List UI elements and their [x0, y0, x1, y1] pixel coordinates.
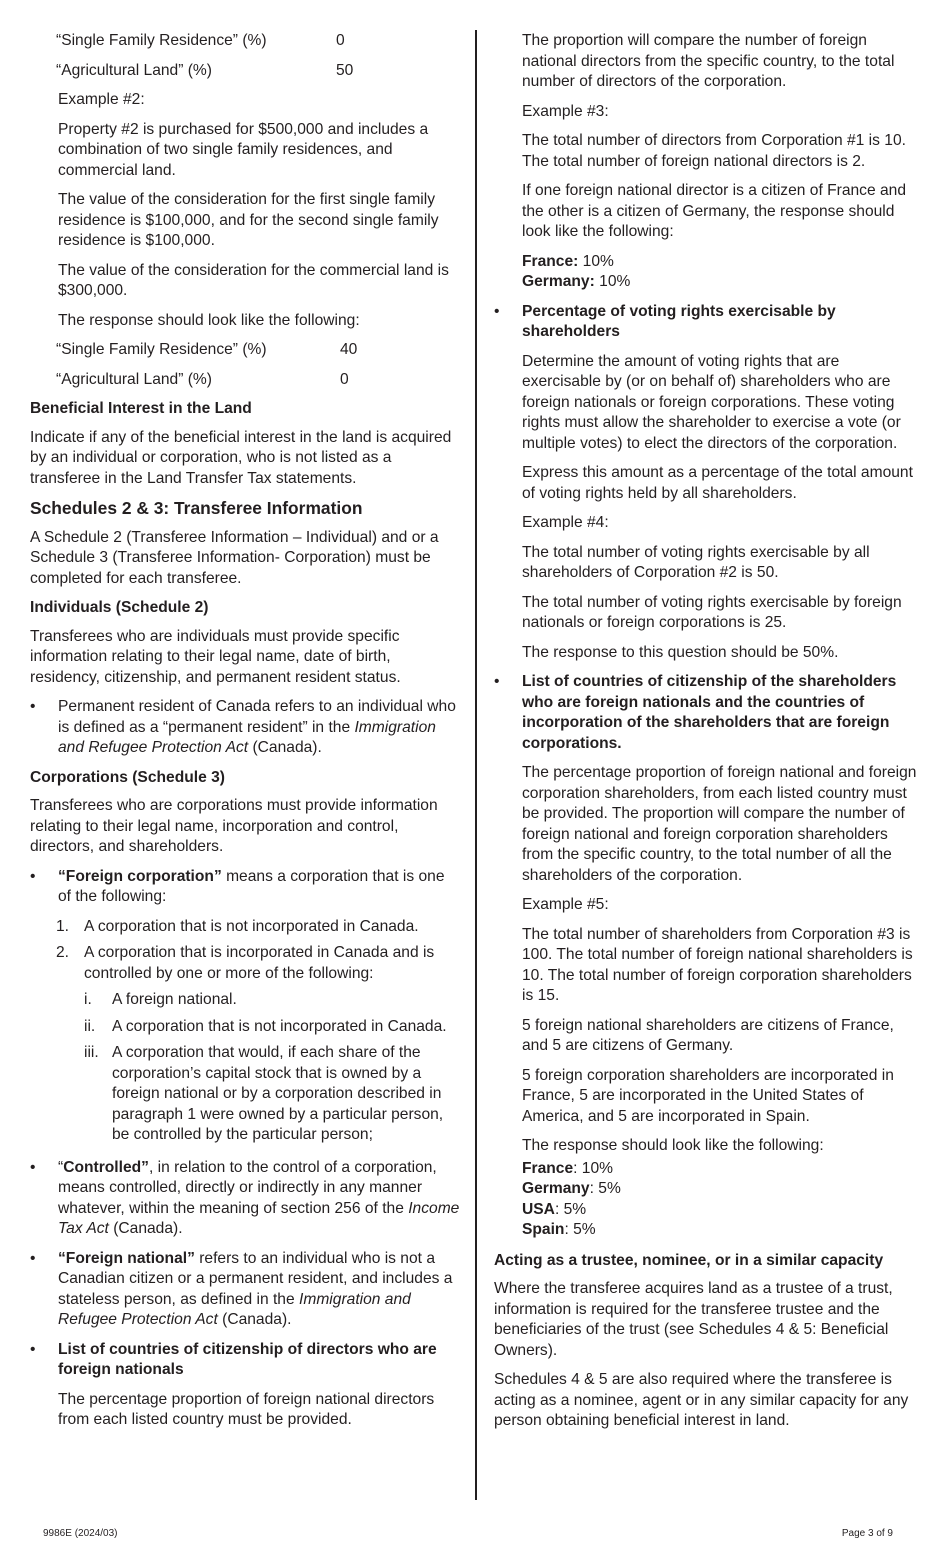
shareholders-paragraph: The percentage proportion of foreign national and foreign corporation shareholders, from each listed country must be provided. The proportion will compare the number of foreign national and foreign corporation shareholders from the specific country, to the total number of all the shareholders of the corporation. — [522, 764, 917, 884]
response-line: France: 10% — [522, 1159, 614, 1177]
directors-countries-text: The percentage proportion of foreign national directors from each listed country must be provided. — [58, 1390, 435, 1428]
voting-paragraph: Determine the amount of voting rights that are exercisable by (or on behalf of) shareholders who are foreign nationals or foreign corporations. These voting rights must allow the shareholder to exercise a vote (or multiple votes) to elect the directors of the corporation. — [522, 352, 901, 452]
individuals-text: Transferees who are individuals must provide specific information relating to their legal name, date of birth, residency, citizenship, and permanent resident status. — [30, 627, 401, 686]
schedules-text: A Schedule 2 (Transferee Information – Individual) and or a Schedule 3 (Transferee Information- Corporation) must be completed for each transferee. — [30, 528, 439, 587]
proportion-text: The proportion will compare the number of foreign national directors from the specific country, to the total number of directors of the corporation. — [522, 32, 895, 90]
example5-paragraph: The total number of shareholders from Corporation #3 is 100. The total number of foreign national shareholders is 10. The total number of foreign corporation shareholders is 15. — [522, 925, 913, 1004]
voting-rights-bullet: • Percentage of voting rights exercisable by shareholders — [494, 302, 922, 343]
trustee-paragraph: Schedules 4 & 5 are also required where the transferee is acting as a nominee, agent or in any similar capacity for any person obtaining beneficial interest in land. — [494, 1371, 909, 1429]
example1-row — [56, 31, 460, 52]
row-value: 0 — [336, 32, 345, 49]
row-value: 40 — [340, 341, 358, 358]
right-column — [494, 31, 922, 1441]
response-line: Germany: 5% — [522, 1180, 621, 1197]
example3-paragraph: If one foreign national director is a citizen of France and the other is a citizen of Germany, the response should look like the following: — [522, 182, 906, 240]
trustee-paragraph: Where the transferee acquires land as a trustee of a trust, information is required for the transferee trustee and the beneficiaries of the trust (see Schedules 4 & 5: Beneficial Owners). — [494, 1280, 893, 1359]
example1-row — [56, 61, 460, 82]
permanent-resident-bullet: • Permanent resident of Canada refers to an individual who is defined as a “permanent resident” in the Immigration and Refugee Protection Act (Canada). — [30, 697, 460, 759]
example5-response — [522, 1159, 922, 1241]
example5-paragraph: 5 foreign national shareholders are citizens of France, and 5 are citizens of Germany. — [522, 1016, 894, 1054]
row-label: “Agricultural Land” (%) — [56, 61, 212, 79]
row-label: “Single Family Residence” (%) — [56, 341, 267, 358]
column-divider — [475, 30, 477, 1500]
left-column — [30, 31, 460, 1440]
roman-item: i. A foreign national. — [84, 991, 237, 1008]
controlled-bullet: • “Controlled”, in relation to the control of a corporation, means controlled, directly or indirectly in any manner whatever, within the meaning of section 256 of the Income Tax Act (Canada). — [30, 1158, 460, 1240]
example5-paragraph: 5 foreign corporation shareholders are incorporated in France, 5 are incorporated in the United States of America, and 5 are incorporated in Spain. — [522, 1066, 894, 1125]
shareholders-countries-bullet: • List of countries of citizenship of the shareholders who are foreign nationals and the countries of incorporation of the shareholders that are foreign corporations. — [494, 672, 922, 754]
example5-paragraph: The response should look like the following: — [522, 1137, 824, 1154]
example2-row — [56, 340, 460, 361]
directors-countries-bullet: • List of countries of citizenship of directors who are foreign nationals — [30, 1340, 460, 1381]
roman-item: iii. A corporation that would, if each share of the corporation’s capital stock that is owned by a foreign national or by a corporation described in paragraph 1 were owned by a particular person, be controlled by the particular person; — [84, 1044, 444, 1143]
example3-title: Example #3: — [522, 102, 609, 120]
numbered-item: 1. A corporation that is not incorporated in Canada. — [56, 917, 419, 935]
example4-paragraph: The response to this question should be 50%. — [522, 643, 839, 661]
example3-response — [522, 252, 922, 293]
schedules-heading: Schedules 2 & 3: Transferee Information — [30, 498, 363, 518]
roman-item: ii. A corporation that is not incorporated in Canada. — [84, 1017, 447, 1035]
example2-paragraph: The value of the consideration for the commercial land is $300,000. — [58, 261, 449, 299]
page-number: Page 3 of 9 — [841, 1528, 893, 1539]
example5-title: Example #5: — [522, 896, 609, 913]
example2-row — [56, 370, 460, 391]
response-line: Spain: 5% — [522, 1221, 596, 1238]
row-value: 0 — [340, 370, 349, 388]
corporations-text: Transferees who are corporations must provide information relating to their legal name, incorporation and control, directors, and shareholders. — [30, 797, 438, 855]
example4-title: Example #4: — [522, 514, 609, 531]
example4-paragraph: The total number of voting rights exercisable by foreign nationals or foreign corporations is 25. — [522, 593, 902, 631]
beneficial-text: Indicate if any of the beneficial interest in the land is acquired by an individual or corporation, who is not listed as a transferee in the Land Transfer Tax statements. — [30, 428, 452, 487]
example2-paragraph: The response should look like the following: — [58, 311, 360, 329]
foreign-corporation-bullet: • “Foreign corporation” means a corporation that is one of the following: — [30, 867, 460, 908]
form-id: 9986E (2024/03) — [43, 1528, 118, 1539]
row-value: 50 — [336, 61, 354, 79]
example2-paragraph: The value of the consideration for the first single family residence is $100,000, and for the second single family residence is $100,000. — [58, 191, 439, 249]
foreign-national-bullet: • “Foreign national” refers to an individual who is not a Canadian citizen or a permanent resident, and includes a stateless person, as defined in the Immigration and Refugee Protection Act (Canada). — [30, 1249, 460, 1331]
corporations-heading: Corporations (Schedule 3) — [30, 768, 225, 786]
row-label: “Single Family Residence” (%) — [56, 32, 267, 49]
example4-paragraph: The total number of voting rights exercisable by all shareholders of Corporation #2 is 50. — [522, 543, 870, 581]
numbered-item: 2. A corporation that is incorporated in Canada and is controlled by one or more of the following: — [56, 944, 435, 982]
trustee-heading: Acting as a trustee, nominee, or in a similar capacity — [494, 1251, 884, 1269]
beneficial-heading: Beneficial Interest in the Land — [30, 400, 252, 417]
row-label: “Agricultural Land” (%) — [56, 370, 212, 388]
example3-paragraph: The total number of directors from Corporation #1 is 10. The total number of foreign national directors is 2. — [522, 132, 906, 170]
response-line: France: 10% — [522, 252, 614, 270]
response-line: USA: 5% — [522, 1200, 587, 1218]
response-line: Germany: 10% — [522, 273, 631, 290]
example2-title: Example #2: — [58, 91, 145, 108]
individuals-heading: Individuals (Schedule 2) — [30, 599, 209, 616]
example2-paragraph: Property #2 is purchased for $500,000 and includes a combination of two single family residences, and commercial land. — [58, 120, 429, 179]
voting-paragraph: Express this amount as a percentage of the total amount of voting rights held by all shareholders. — [522, 464, 913, 502]
